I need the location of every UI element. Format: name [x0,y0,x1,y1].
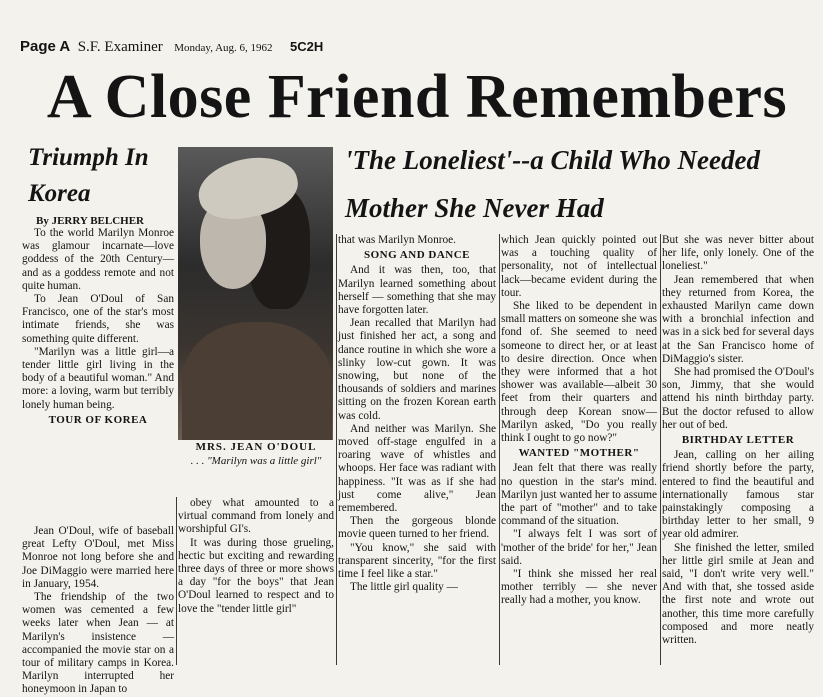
paragraph: She had promised the O'Doul's son, Jimmy, that she would attend his ninth birthday party. But the doctor refused to allow her out of bed. [662,366,814,431]
paragraph: She liked to be dependent in small matters on someone she was fond of. She seemed to need someone to direct her, or at least to desire direction. Once when they were informed that a hot shower was available—albeit 30 feet from their quarters and through deep Korean snow—Marilyn asked, "Do you really think I ought to go now?" [501,300,657,445]
column-rule [176,497,177,665]
paragraph: which Jean quickly pointed out was a touching quality of personality, not of intellectual lack—became evident during the tour. [501,234,657,299]
page-number: A [59,38,71,55]
column-1 [22,227,174,429]
paragraph: "I always felt I was sort of 'mother of the bride' for her," Jean said. [501,528,657,567]
photo-jean-odoul [178,147,333,440]
paragraph: To Jean O'Doul of San Francisco, one of the star's most intimate friends, she was something quite different. [22,293,174,345]
caption-name: MRS. JEAN O'DOUL [195,441,317,453]
paragraph: Jean remembered that when they returned from Korea, the exhausted Marilyn came down with a bronchial infection and was in a sick bed for several days at the San Francisco home of DiMaggio's sister. [662,273,814,365]
column-rule [336,234,337,665]
paragraph: "You know," she said with transparent sincerity, "for the first time I feel like a star." [338,541,496,581]
paragraph: Then the gorgeous blonde movie queen turned to her friend. [338,515,496,541]
paper-name: S.F. Examiner [77,39,163,55]
paragraph: She finished the letter, smiled her little girl smile at Jean and said, "I don't write very well." And with that, she tossed aside the first note and wrote out another, this time more carefully composed and more neatly written. [662,541,814,647]
paragraph: The friendship of the two women was cemented a few weeks later when Jean — at Marilyn's insistence — accompanied the movie star on a tour of military camps in Korea. Marilyn interrupted her honeymoon in Japan to [22,591,174,696]
headline: A Close Friend Remembers [46,63,788,131]
column-rule [499,234,500,665]
column-1-continued [22,525,174,697]
paragraph: Jean recalled that Marilyn had just finished her act, a song and dance routine in which she wore a slinky low-cut gown. It was snowing, but none of the thousands of soldiers and marines sitting on the frozen Korean earth was cold. [338,317,496,422]
caption-quote: . . . "Marilyn was a little girl" [190,455,322,467]
column-rule [660,234,661,665]
paragraph: But she was never bitter about her life, only lonely. One of the loneliest." [662,234,814,273]
paragraph: The little girl quality — [350,581,458,594]
paragraph: And it was then, too, that Marilyn learned something about herself — something that she may have forgotten later. [338,264,496,317]
photo-caption [180,440,332,468]
paragraph: And neither was Marilyn. She moved off-stage engulfed in a roaring wave of whistles and whoops. Her face was radiant with happiness. "It was as if she had just come alive," Jean remembered. [338,422,496,515]
heading-birthday-letter: BIRTHDAY LETTER [681,434,795,447]
heading-song-and-dance: SONG AND DANCE [363,249,470,262]
paragraph: obey what amounted to a virtual command from lonely and worshipful GI's. [178,497,334,536]
paragraph: Jean, calling on her ailing friend shortly before the party, entered to find the beautiful and internationally famous star painstakingly composing a birthday letter to her small, 9 year old admirer. [662,449,814,541]
subhead-right: 'The Loneliest'--a Child Who Needed Mother She Never Had [345,145,760,223]
paragraph: To the world Marilyn Monroe was glamour incarnate—love goddess of the 20th Century—and as a goddess remote and not quite human. [22,227,174,292]
subhead-left: Triumph In Korea [28,144,149,207]
paragraph: Jean felt that there was really no question in the star's mind. Marilyn just wanted her to assume the part of "mother" and to take command of the situation. [501,462,657,528]
page-label: Page [20,38,56,55]
issue-date: Monday, Aug. 6, 1962 [174,42,273,54]
masthead [20,38,323,56]
paragraph: "Marilyn was a little girl—a tender little girl living in the body of a beautiful woman." And more: a loving, warm but terribly lonely human being. [22,345,174,411]
section-code: 5C2H [290,39,324,54]
paragraph: that was Marilyn Monroe. [338,234,456,246]
column-5 [662,234,814,647]
byline: By JERRY BELCHER [36,215,145,227]
heading-tour-of-korea: TOUR OF KOREA [48,413,148,426]
paragraph: It was during those grueling, hectic but exciting and rewarding three days of three or more shows a day "for the boys" that Jean O'Doul learned to respect and to love the "tender little girl" [178,536,334,615]
column-4 [501,234,657,608]
paragraph: Jean O'Doul, wife of baseball great Lefty O'Doul, met Miss Monroe not long before she and Joe DiMaggio were married here in January, 1954. [22,525,174,590]
column-2 [178,497,334,616]
column-3 [338,234,496,594]
heading-wanted-mother: WANTED "MOTHER" [518,447,640,460]
paragraph: "I think she missed her real mother terribly — she never really had a mother, you know. [501,568,657,607]
